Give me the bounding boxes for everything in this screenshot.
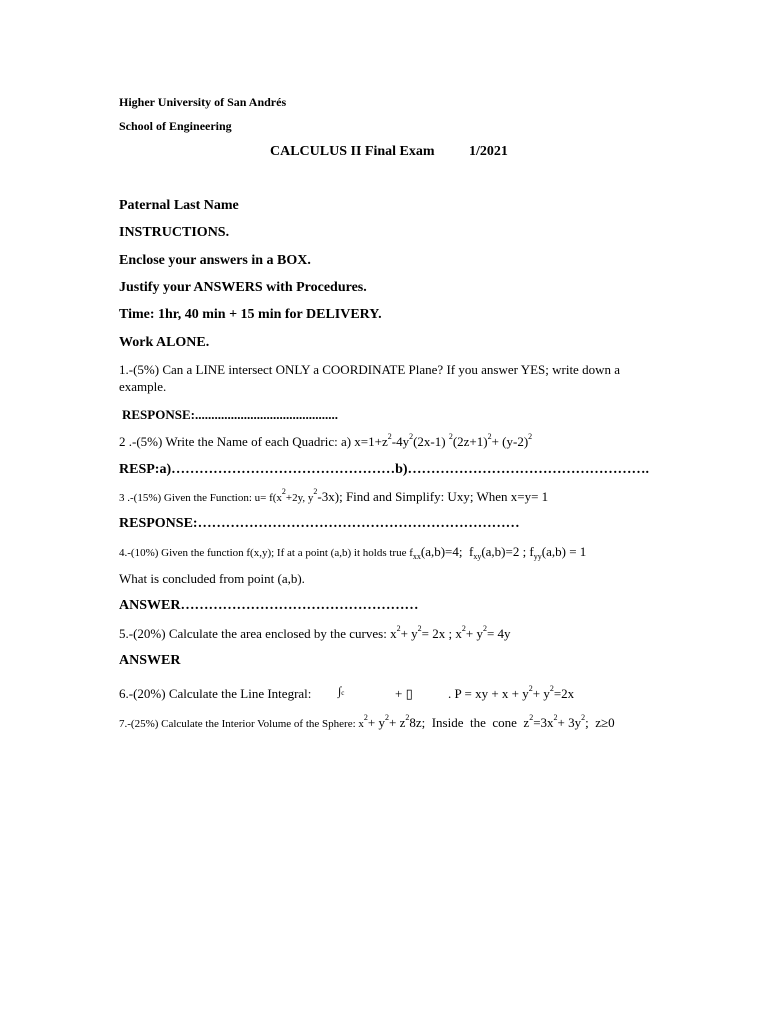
exam-title: CALCULUS II Final Exam [270, 144, 435, 159]
instructions-heading: INSTRUCTIONS. [119, 225, 230, 240]
question-3: 3 .-(15%) Given the Function: $u= f(x^2+2y$, $y^2-3x$); Find and Simplify: Uxy; When x=y= 1 [119, 487, 549, 504]
question-5: 5.-(20%) Calculate the area enclosed by the curves: $x^2+ y^2= 2x$ ; $x^2+ y^2= 4y$ [119, 624, 511, 641]
question-1-response: RESPONSE:............................................ [122, 407, 338, 422]
question-4-answer: ANSWER…………………………………………… [119, 598, 419, 613]
school-name: School of Engineering [119, 119, 232, 133]
question-3-response: RESPONSE:…………………………………………………………… [119, 516, 520, 531]
question-4-cont: What is concluded from point (a,b). [119, 571, 305, 586]
integral-symbol: ∫c [338, 684, 345, 698]
question-6: 6.-(20%) Calculate the Line Integral: [119, 686, 312, 701]
instruction-line: Work ALONE. [119, 335, 210, 350]
question-2-response: RESP:a)…………………………………………b)……………………………………………. [119, 462, 650, 477]
instruction-line: Enclose your answers in a BOX. [119, 253, 311, 268]
question-7: 7.-(25%) Calculate the Interior Volume of the Sphere: $x^2+ y^2+ z^28z$; Inside the cone $z^2=3x^2+ 3y^2$; z≥0 [119, 713, 615, 730]
university-name: Higher University of San Andrés [119, 95, 287, 109]
instruction-line: Justify your ANSWERS with Procedures. [119, 280, 367, 295]
instruction-line: Time: 1hr, 40 min + 15 min for DELIVERY. [119, 307, 382, 322]
exam-date: 1/2021 [469, 144, 508, 159]
question-4: 4.-(10%) Given the function f(x,y); If at a point (a,b) it holds true $f_{xx}(a,b)=4$; $f_{xy}(a,b)=2$ ; $f_{yy}(a,b) = 1$ [119, 544, 587, 561]
question-1-cont: example. [119, 379, 167, 394]
question-1: 1.-(5%) Can a LINE intersect ONLY a COORDINATE Plane? If you answer YES; write down a [119, 362, 620, 377]
plus-sign: + ▯ [395, 686, 413, 701]
question-6-eq: . P = xy + $x + y^2+ y^2=2x$ [448, 684, 575, 701]
question-5-answer: ANSWER [119, 653, 181, 668]
last-name-label: Paternal Last Name [119, 198, 239, 213]
question-2: 2 .-(5%) Write the Name of each Quadric: a) $x=1+z^2-4y^2(2x-1)$ $^2(2z+1)^2+ (y-2)^2$ [119, 432, 533, 449]
